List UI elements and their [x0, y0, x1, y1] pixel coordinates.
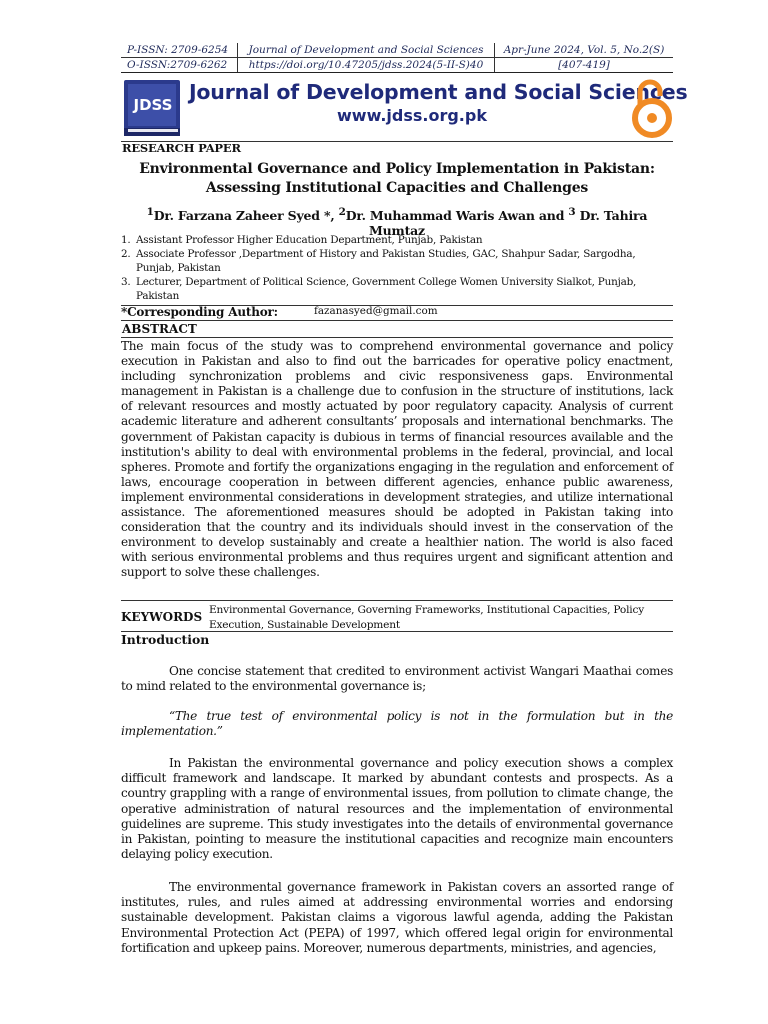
affiliation-number: 1.	[121, 234, 131, 246]
author-3-sup: 3	[568, 206, 576, 218]
journal-url[interactable]: www.jdss.org.pk	[337, 106, 487, 125]
intro-paragraph-1: One concise statement that credited to environment activist Wangari Maathai comes to mind related to the environmental governance is;	[121, 664, 673, 694]
issue-info: Apr-June 2024, Vol. 5, No.2(S)	[503, 44, 665, 56]
journal-title: Journal of Development and Social Sciences	[189, 80, 688, 104]
author-1-sup: 1	[146, 206, 154, 218]
affiliations	[121, 233, 673, 303]
intro-paragraph-2: In Pakistan the environmental governance and policy execution shows a complex difficult framework and landscape. It marked by abundant contests and prospects. As a country grappling with a range of environmental issues, from pollution to climate change, the operative administration of natural resources and the implementation of environmental guidelines are supreme. This study investigates into the details of environmental governance in Pakistan, pointing to measure the institutional capacities and recognize main encounters delaying policy execution.	[121, 756, 673, 862]
journal-name-header: Journal of Development and Social Sciences	[238, 43, 495, 57]
affiliation-text: Assistant Professor Higher Education Department, Punjab, Pakistan	[136, 234, 483, 246]
logo-text: JDSS	[133, 96, 173, 114]
affiliation-number: 2.	[121, 248, 131, 260]
keywords-label: KEYWORDS	[121, 610, 203, 624]
abstract-heading: ABSTRACT	[122, 322, 197, 336]
author-3: Dr. Tahira Mumtaz	[369, 208, 648, 239]
corresponding-author-label: *Corresponding Author:	[121, 305, 278, 319]
abstract-text: The main focus of the study was to comprehend environmental governance and policy execution in Pakistan and also to find out the barricades for operative policy enactment, including synchronization problems and civic responsiveness gaps. Environmental management in Pakistan is a challenge due to confusion in the structure of institutions, lack of relevant resources and mostly actuated by poor regulatory capacity. Analysis of current academic literature and adherent consultants’ proposals and international benchmarks. The government of Pakistan capacity is dubious in terms of financial resources available and the institution's ability to deal with environmental problems in the federal, provincial, and local spheres. Promote and fortify the organizations engaging in the regulation and enforcement of laws, encourage cooperation in between different agencies, enhance public awareness, implement environmental considerations in development strategies, and utilize international assistance. The aforementioned measures should be adopted in Pakistan taking into consideration that the country and its individuals should invest in the conservation of the environment to develop sustainably and create a healthier nation. The world is also faced with serious environmental problems and thus requires urgent and significant attention and support to solve these challenges.	[121, 339, 673, 580]
corresponding-email[interactable]: fazanasyed@gmail.com	[314, 305, 438, 317]
page-range: [407-419]	[558, 59, 610, 71]
jdss-book-logo	[122, 78, 184, 138]
affiliation-number: 3.	[121, 276, 131, 288]
p-issn: P-ISSN: 2709-6254	[121, 43, 238, 57]
article-title-line-2: Assessing Institutional Capacities and Challenges	[205, 180, 589, 196]
article-title	[121, 160, 673, 198]
author-2-sup: 2	[338, 206, 346, 218]
header-row-2	[121, 58, 673, 73]
divider-line	[121, 337, 673, 338]
introduction-heading: Introduction	[121, 632, 210, 647]
journal-header-table	[121, 43, 673, 73]
divider-line	[121, 320, 673, 321]
affiliation-item	[121, 233, 673, 247]
o-issn: O-ISSN:2709-6262	[121, 58, 238, 72]
keywords-text: Environmental Governance, Governing Frameworks, Institutional Capacities, Policy Execution, Sustainable Development	[209, 604, 644, 631]
affiliation-item	[121, 247, 673, 275]
author-2: Dr. Muhammad Waris Awan and	[345, 208, 569, 224]
doi-link[interactable]: https://doi.org/10.47205/jdss.2024(5-II-S)40	[238, 58, 495, 72]
article-title-line-1: Environmental Governance and Policy Implementation in Pakistan:	[139, 161, 655, 177]
affiliation-item	[121, 275, 673, 303]
intro-quote: “The true test of environmental policy is not in the formulation but in the implementation.”	[121, 709, 673, 739]
intro-paragraph-3: The environmental governance framework in Pakistan covers an assorted range of institutes, rules, and rules aimed at addressing environmental worries and endorsing sustainable development. Pakistan claims a vigorous lawful agenda, adding the Pakistan Environmental Protection Act (PEPA) of 1997, which offered legal origin for environmental fortification and upkeep pains. Moreover, numerous departments, ministries, and agencies,	[121, 880, 673, 955]
open-access-lock-icon	[630, 76, 674, 138]
affiliation-text: Associate Professor ,Department of History and Pakistan Studies, GAC, Shahpur Sadar, Sargodha, Punjab, Pakistan	[136, 248, 636, 274]
author-1: Dr. Farzana Zaheer Syed *,	[153, 208, 339, 224]
article-type: RESEARCH PAPER	[122, 141, 241, 155]
affiliation-text: Lecturer, Department of Political Science, Government College Women University Sialkot, Punjab, Pakistan	[136, 276, 637, 302]
header-row-1	[121, 43, 673, 58]
divider-line	[121, 600, 673, 601]
